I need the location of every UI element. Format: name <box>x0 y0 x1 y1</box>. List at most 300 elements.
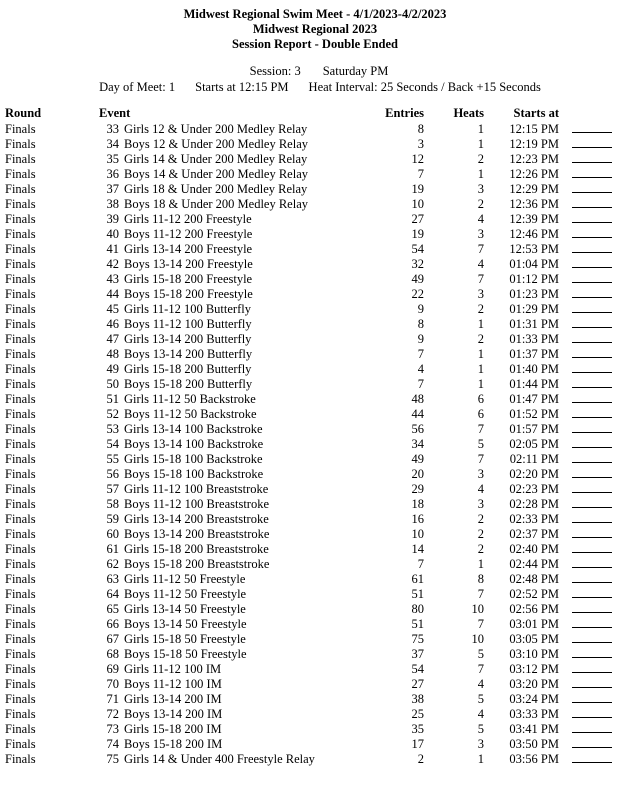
event-name: Girls 15-18 200 Butterfly <box>124 362 252 376</box>
event-start-time: 01:29 PM <box>509 302 559 316</box>
event-checkoff-line[interactable] <box>572 737 630 752</box>
event-checkoff-line[interactable] <box>572 632 630 647</box>
event-number: 46 <box>106 317 119 331</box>
checkoff-underline <box>572 617 612 628</box>
event-start-time: 12:29 PM <box>509 182 559 196</box>
event-heats: 2 <box>477 197 484 211</box>
event-round: Finals <box>5 557 36 571</box>
checkoff-underline <box>572 572 612 583</box>
table-row <box>0 392 630 407</box>
event-heats: 3 <box>477 227 484 241</box>
table-row <box>0 242 630 257</box>
event-checkoff-line[interactable] <box>572 557 630 572</box>
event-entries: 10 <box>411 527 424 541</box>
event-number: 36 <box>106 167 119 181</box>
event-number: 50 <box>106 377 119 391</box>
event-round: Finals <box>5 452 36 466</box>
event-heats: 7 <box>477 272 484 286</box>
report-type-title: Session Report - Double Ended <box>232 37 398 51</box>
table-row <box>0 167 630 182</box>
event-start-time: 12:39 PM <box>509 212 559 226</box>
checkoff-underline <box>572 392 612 403</box>
event-heats: 2 <box>477 332 484 346</box>
event-start-time: 02:33 PM <box>509 512 559 526</box>
event-start-time: 02:05 PM <box>509 437 559 451</box>
event-checkoff-line[interactable] <box>572 137 630 152</box>
event-number: 33 <box>106 122 119 136</box>
event-checkoff-line[interactable] <box>572 212 630 227</box>
event-number: 42 <box>106 257 119 271</box>
event-heats: 4 <box>477 257 484 271</box>
events-table <box>0 104 630 767</box>
event-checkoff-line[interactable] <box>572 602 630 617</box>
event-heats: 7 <box>477 242 484 256</box>
event-start-time: 12:23 PM <box>509 152 559 166</box>
event-checkoff-line[interactable] <box>572 482 630 497</box>
event-number: 39 <box>106 212 119 226</box>
event-round: Finals <box>5 377 36 391</box>
event-entries: 75 <box>411 632 424 646</box>
event-heats: 1 <box>477 317 484 331</box>
event-entries: 20 <box>411 467 424 481</box>
event-name: Girls 12 & Under 200 Medley Relay <box>124 122 308 136</box>
session-number: Session: 3 <box>249 64 301 78</box>
event-entries: 32 <box>411 257 424 271</box>
column-header-entries: Entries <box>385 106 424 120</box>
event-entries: 34 <box>411 437 424 451</box>
event-number: 57 <box>106 482 119 496</box>
event-entries: 61 <box>411 572 424 586</box>
column-header-event: Event <box>99 106 131 120</box>
event-entries: 29 <box>411 482 424 496</box>
event-start-time: 01:57 PM <box>509 422 559 436</box>
table-row <box>0 512 630 527</box>
checkoff-underline <box>572 527 612 538</box>
event-number: 54 <box>106 437 119 451</box>
event-checkoff-line[interactable] <box>572 647 630 662</box>
event-heats: 4 <box>477 212 484 226</box>
table-row <box>0 737 630 752</box>
event-start-time: 03:05 PM <box>509 632 559 646</box>
session-start-time: Starts at 12:15 PM <box>195 80 289 94</box>
event-name: Girls 13-14 200 IM <box>124 692 222 706</box>
checkoff-underline <box>572 677 612 688</box>
checkoff-underline <box>572 542 612 553</box>
event-name: Boys 15-18 100 Backstroke <box>124 467 264 481</box>
event-name: Girls 11-12 100 IM <box>124 662 222 676</box>
event-name: Boys 11-12 50 Backstroke <box>124 407 257 421</box>
event-round: Finals <box>5 152 36 166</box>
event-entries: 22 <box>411 287 424 301</box>
event-entries: 4 <box>417 362 424 376</box>
event-round: Finals <box>5 227 36 241</box>
event-start-time: 02:23 PM <box>509 482 559 496</box>
event-heats: 3 <box>477 467 484 481</box>
event-round: Finals <box>5 527 36 541</box>
checkoff-underline <box>572 137 612 148</box>
event-number: 49 <box>106 362 119 376</box>
event-name: Boys 15-18 200 Butterfly <box>124 377 253 391</box>
session-info-row-primary <box>0 63 630 79</box>
column-header-starts-at: Starts at <box>513 106 559 120</box>
event-heats: 2 <box>477 542 484 556</box>
event-start-time: 03:20 PM <box>509 677 559 691</box>
event-start-time: 01:47 PM <box>509 392 559 406</box>
event-checkoff-line[interactable] <box>572 407 630 422</box>
event-number: 45 <box>106 302 119 316</box>
event-heats: 2 <box>477 152 484 166</box>
checkoff-underline <box>572 182 612 193</box>
event-heats: 7 <box>477 422 484 436</box>
event-start-time: 03:24 PM <box>509 692 559 706</box>
heat-interval: Heat Interval: 25 Seconds / Back +15 Seconds <box>308 80 541 94</box>
event-number: 41 <box>106 242 119 256</box>
table-row <box>0 662 630 677</box>
event-round: Finals <box>5 317 36 331</box>
checkoff-underline <box>572 212 612 223</box>
table-row <box>0 542 630 557</box>
event-number: 43 <box>106 272 119 286</box>
checkoff-underline <box>572 647 612 658</box>
event-heats: 4 <box>477 707 484 721</box>
day-of-meet: Day of Meet: 1 <box>99 80 176 94</box>
checkoff-underline <box>572 662 612 673</box>
event-number: 47 <box>106 332 119 346</box>
checkoff-underline <box>572 287 612 298</box>
event-number: 51 <box>106 392 119 406</box>
event-name: Girls 11-12 50 Backstroke <box>124 392 256 406</box>
event-start-time: 02:37 PM <box>509 527 559 541</box>
table-row <box>0 572 630 587</box>
event-round: Finals <box>5 617 36 631</box>
event-entries: 7 <box>417 347 424 361</box>
table-row <box>0 707 630 722</box>
event-checkoff-line[interactable] <box>572 752 630 767</box>
event-start-time: 01:37 PM <box>509 347 559 361</box>
table-row <box>0 602 630 617</box>
event-entries: 7 <box>417 167 424 181</box>
event-entries: 51 <box>411 617 424 631</box>
event-round: Finals <box>5 302 36 316</box>
event-checkoff-line[interactable] <box>572 542 630 557</box>
event-checkoff-line[interactable] <box>572 422 630 437</box>
table-row <box>0 692 630 707</box>
event-round: Finals <box>5 647 36 661</box>
checkoff-underline <box>572 407 612 418</box>
event-name: Girls 13-14 50 Freestyle <box>124 602 246 616</box>
event-start-time: 02:11 PM <box>509 452 559 466</box>
table-row <box>0 647 630 662</box>
event-round: Finals <box>5 722 36 736</box>
event-name: Boys 11-12 50 Freestyle <box>124 587 247 601</box>
table-row <box>0 587 630 602</box>
event-round: Finals <box>5 602 36 616</box>
event-checkoff-line[interactable] <box>572 707 630 722</box>
event-heats: 2 <box>477 527 484 541</box>
event-number: 68 <box>106 647 119 661</box>
event-entries: 19 <box>411 182 424 196</box>
event-heats: 5 <box>477 692 484 706</box>
event-name: Boys 15-18 200 Breaststroke <box>124 557 270 571</box>
event-entries: 12 <box>411 152 424 166</box>
event-start-time: 02:40 PM <box>509 542 559 556</box>
event-entries: 51 <box>411 587 424 601</box>
event-start-time: 03:10 PM <box>509 647 559 661</box>
event-name: Girls 11-12 100 Butterfly <box>124 302 251 316</box>
checkoff-underline <box>572 482 612 493</box>
event-checkoff-line[interactable] <box>572 332 630 347</box>
event-checkoff-line[interactable] <box>572 527 630 542</box>
event-name: Boys 11-12 200 Freestyle <box>124 227 253 241</box>
event-start-time: 02:44 PM <box>509 557 559 571</box>
event-name: Boys 13-14 200 Butterfly <box>124 347 253 361</box>
event-round: Finals <box>5 512 36 526</box>
checkoff-underline <box>572 122 612 133</box>
event-number: 75 <box>106 752 119 766</box>
event-number: 53 <box>106 422 119 436</box>
event-checkoff-line[interactable] <box>572 287 630 302</box>
event-checkoff-line[interactable] <box>572 722 630 737</box>
checkoff-underline <box>572 152 612 163</box>
event-checkoff-line[interactable] <box>572 152 630 167</box>
table-row <box>0 287 630 302</box>
event-checkoff-line[interactable] <box>572 452 630 467</box>
event-checkoff-line[interactable] <box>572 242 630 257</box>
table-row <box>0 122 630 137</box>
event-number: 62 <box>106 557 119 571</box>
event-heats: 6 <box>477 407 484 421</box>
event-number: 59 <box>106 512 119 526</box>
checkoff-underline <box>572 362 612 373</box>
checkoff-underline <box>572 317 612 328</box>
checkoff-underline <box>572 497 612 508</box>
event-round: Finals <box>5 332 36 346</box>
table-row <box>0 362 630 377</box>
event-round: Finals <box>5 167 36 181</box>
event-round: Finals <box>5 137 36 151</box>
event-heats: 5 <box>477 647 484 661</box>
event-checkoff-line[interactable] <box>572 302 630 317</box>
checkoff-underline <box>572 377 612 388</box>
table-row <box>0 182 630 197</box>
event-entries: 2 <box>417 752 424 766</box>
event-round: Finals <box>5 632 36 646</box>
table-row <box>0 272 630 287</box>
event-name: Girls 11-12 50 Freestyle <box>124 572 246 586</box>
event-checkoff-line[interactable] <box>572 437 630 452</box>
event-number: 70 <box>106 677 119 691</box>
session-info-row-secondary <box>0 79 630 95</box>
event-number: 40 <box>106 227 119 241</box>
table-row <box>0 722 630 737</box>
checkoff-underline <box>572 437 612 448</box>
session-info-block <box>0 63 630 95</box>
event-round: Finals <box>5 212 36 226</box>
checkoff-underline <box>572 227 612 238</box>
event-heats: 4 <box>477 677 484 691</box>
event-number: 65 <box>106 602 119 616</box>
event-round: Finals <box>5 392 36 406</box>
event-entries: 3 <box>417 137 424 151</box>
event-entries: 35 <box>411 722 424 736</box>
event-checkoff-line[interactable] <box>572 347 630 362</box>
event-entries: 49 <box>411 452 424 466</box>
event-name: Boys 13-14 200 IM <box>124 707 223 721</box>
event-checkoff-line[interactable] <box>572 662 630 677</box>
table-row <box>0 497 630 512</box>
event-checkoff-line[interactable] <box>572 467 630 482</box>
event-number: 61 <box>106 542 119 556</box>
event-checkoff-line[interactable] <box>572 227 630 242</box>
event-round: Finals <box>5 182 36 196</box>
event-number: 48 <box>106 347 119 361</box>
event-name: Girls 13-14 200 Freestyle <box>124 242 253 256</box>
event-checkoff-line[interactable] <box>572 257 630 272</box>
event-heats: 6 <box>477 392 484 406</box>
event-heats: 10 <box>471 602 484 616</box>
event-name: Girls 15-18 200 Freestyle <box>124 272 253 286</box>
event-number: 66 <box>106 617 119 631</box>
event-heats: 1 <box>477 122 484 136</box>
event-round: Finals <box>5 287 36 301</box>
event-checkoff-line[interactable] <box>572 497 630 512</box>
event-start-time: 01:12 PM <box>509 272 559 286</box>
table-row <box>0 617 630 632</box>
event-name: Girls 14 & Under 200 Medley Relay <box>124 152 308 166</box>
event-round: Finals <box>5 542 36 556</box>
event-number: 73 <box>106 722 119 736</box>
table-row <box>0 302 630 317</box>
event-checkoff-line[interactable] <box>572 197 630 212</box>
event-name: Girls 15-18 200 Breaststroke <box>124 542 269 556</box>
event-name: Boys 11-12 100 Butterfly <box>124 317 252 331</box>
table-row <box>0 632 630 647</box>
event-round: Finals <box>5 362 36 376</box>
event-checkoff-line[interactable] <box>572 677 630 692</box>
event-number: 34 <box>106 137 119 151</box>
event-name: Boys 13-14 50 Freestyle <box>124 617 247 631</box>
event-checkoff-line[interactable] <box>572 182 630 197</box>
event-heats: 1 <box>477 137 484 151</box>
event-checkoff-line[interactable] <box>572 122 630 137</box>
event-heats: 5 <box>477 437 484 451</box>
event-heats: 1 <box>477 752 484 766</box>
event-checkoff-line[interactable] <box>572 317 630 332</box>
event-name: Girls 15-18 100 Backstroke <box>124 452 263 466</box>
event-checkoff-line[interactable] <box>572 617 630 632</box>
column-header-blank <box>572 104 630 122</box>
event-name: Boys 18 & Under 200 Medley Relay <box>124 197 309 211</box>
table-row <box>0 422 630 437</box>
event-entries: 7 <box>417 557 424 571</box>
event-checkoff-line[interactable] <box>572 272 630 287</box>
event-number: 74 <box>106 737 119 751</box>
event-name: Girls 13-14 200 Breaststroke <box>124 512 269 526</box>
event-name: Boys 15-18 200 Freestyle <box>124 287 253 301</box>
event-number: 38 <box>106 197 119 211</box>
event-round: Finals <box>5 347 36 361</box>
event-heats: 7 <box>477 617 484 631</box>
event-number: 56 <box>106 467 119 481</box>
event-round: Finals <box>5 572 36 586</box>
event-round: Finals <box>5 407 36 421</box>
event-entries: 16 <box>411 512 424 526</box>
event-name: Girls 11-12 100 Breaststroke <box>124 482 269 496</box>
checkoff-underline <box>572 512 612 523</box>
event-name: Boys 13-14 200 Freestyle <box>124 257 253 271</box>
event-checkoff-line[interactable] <box>572 167 630 182</box>
event-checkoff-line[interactable] <box>572 692 630 707</box>
event-checkoff-line[interactable] <box>572 377 630 392</box>
checkoff-underline <box>572 722 612 733</box>
event-start-time: 01:52 PM <box>509 407 559 421</box>
event-number: 37 <box>106 182 119 196</box>
checkoff-underline <box>572 707 612 718</box>
checkoff-underline <box>572 167 612 178</box>
event-heats: 1 <box>477 347 484 361</box>
event-entries: 44 <box>411 407 424 421</box>
event-heats: 2 <box>477 302 484 316</box>
event-entries: 37 <box>411 647 424 661</box>
checkoff-underline <box>572 452 612 463</box>
event-heats: 1 <box>477 362 484 376</box>
event-checkoff-line[interactable] <box>572 587 630 602</box>
checkoff-underline <box>572 332 612 343</box>
event-checkoff-line[interactable] <box>572 362 630 377</box>
checkoff-underline <box>572 752 612 763</box>
event-heats: 1 <box>477 167 484 181</box>
event-start-time: 01:33 PM <box>509 332 559 346</box>
event-entries: 27 <box>411 212 424 226</box>
event-start-time: 02:56 PM <box>509 602 559 616</box>
event-checkoff-line[interactable] <box>572 392 630 407</box>
event-round: Finals <box>5 272 36 286</box>
meet-subtitle: Midwest Regional 2023 <box>252 22 378 36</box>
event-start-time: 01:23 PM <box>509 287 559 301</box>
table-row <box>0 527 630 542</box>
event-start-time: 02:28 PM <box>509 497 559 511</box>
event-round: Finals <box>5 467 36 481</box>
event-entries: 9 <box>417 302 424 316</box>
event-entries: 38 <box>411 692 424 706</box>
event-heats: 7 <box>477 452 484 466</box>
event-checkoff-line[interactable] <box>572 512 630 527</box>
event-name: Girls 18 & Under 200 Medley Relay <box>124 182 308 196</box>
event-round: Finals <box>5 122 36 136</box>
event-name: Girls 15-18 50 Freestyle <box>124 632 246 646</box>
table-row <box>0 317 630 332</box>
event-start-time: 01:31 PM <box>509 317 559 331</box>
checkoff-underline <box>572 302 612 313</box>
event-round: Finals <box>5 677 36 691</box>
event-checkoff-line[interactable] <box>572 572 630 587</box>
event-heats: 10 <box>471 632 484 646</box>
checkoff-underline <box>572 422 612 433</box>
event-name: Boys 13-14 200 Breaststroke <box>124 527 270 541</box>
checkoff-underline <box>572 272 612 283</box>
event-number: 44 <box>106 287 119 301</box>
table-row <box>0 197 630 212</box>
table-row <box>0 377 630 392</box>
event-round: Finals <box>5 692 36 706</box>
event-entries: 49 <box>411 272 424 286</box>
column-header-heats: Heats <box>453 106 484 120</box>
event-entries: 19 <box>411 227 424 241</box>
event-name: Boys 11-12 100 Breaststroke <box>124 497 270 511</box>
event-heats: 1 <box>477 377 484 391</box>
event-start-time: 01:44 PM <box>509 377 559 391</box>
event-start-time: 02:48 PM <box>509 572 559 586</box>
